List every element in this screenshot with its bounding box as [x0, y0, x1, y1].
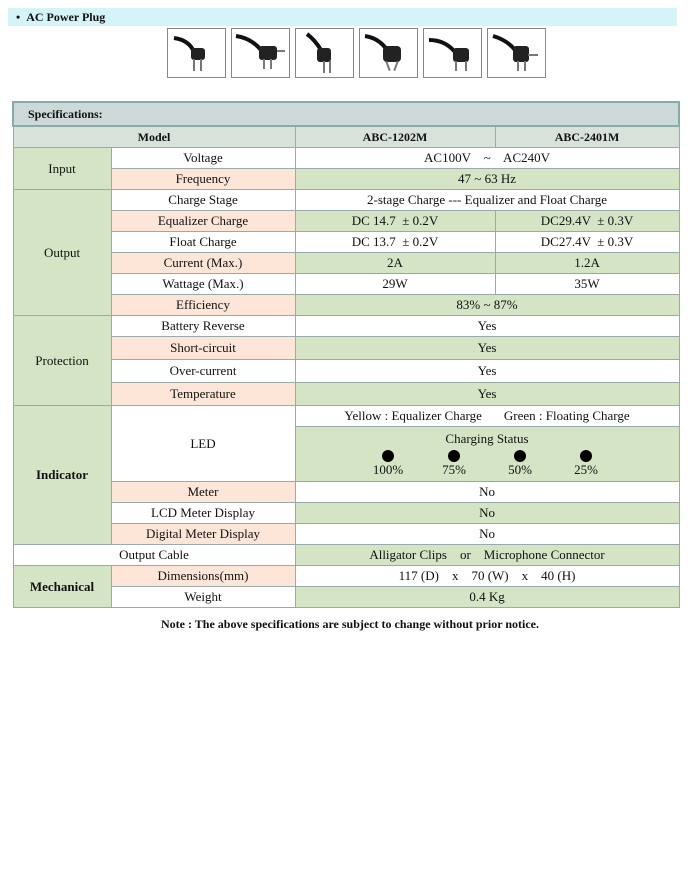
spec-header: Specifications: — [13, 102, 679, 126]
table-row — [13, 316, 679, 337]
over-current-value: Yes — [295, 360, 679, 383]
model-2: ABC-2401M — [495, 126, 679, 148]
euro-plug-icon — [167, 28, 226, 78]
uk-plug-icon — [231, 28, 290, 78]
led-level-100 — [364, 450, 412, 478]
led-level-label: 100% — [372, 462, 404, 477]
voltage-label: Voltage — [111, 148, 295, 169]
mechanical-group: Mechanical — [13, 566, 111, 608]
specifications-table — [12, 101, 680, 608]
table-row — [13, 295, 679, 316]
temperature-value: Yes — [295, 383, 679, 406]
current-label: Current (Max.) — [111, 253, 295, 274]
led-dot-icon — [514, 450, 526, 462]
protection-group: Protection — [13, 316, 111, 406]
table-row — [13, 587, 679, 608]
led-level-50 — [496, 450, 544, 478]
output-cable-label: Output Cable — [13, 545, 295, 566]
led-level-label: 50% — [508, 462, 532, 477]
battery-reverse-value: Yes — [295, 316, 679, 337]
led-dot-icon — [580, 450, 592, 462]
footnote: Note : The above specifications are subject to change without prior notice. — [161, 617, 539, 631]
current-value-1: 2A — [295, 253, 495, 274]
digital-label: Digital Meter Display — [111, 524, 295, 545]
led-level-label: 75% — [442, 462, 466, 477]
output-cable-value: Alligator Clips or Microphone Connector — [295, 545, 679, 566]
led-level-label: 25% — [574, 462, 598, 477]
bullet-icon: • — [16, 10, 21, 24]
led-colors — [295, 406, 679, 427]
australia-plug-icon — [359, 28, 418, 78]
table-row — [13, 190, 679, 211]
spec-header-row — [13, 102, 679, 126]
charging-status-cell — [295, 427, 679, 482]
led-green-text: Green : Floating Charge — [503, 408, 630, 423]
table-row — [13, 383, 679, 406]
meter-value: No — [295, 482, 679, 503]
meter-label: Meter — [111, 482, 295, 503]
table-row — [13, 566, 679, 587]
wattage-label: Wattage (Max.) — [111, 274, 295, 295]
float-value-2: DC27.4V ± 0.3V — [495, 232, 679, 253]
led-levels — [296, 450, 679, 478]
led-level-75 — [430, 450, 478, 478]
float-label: Float Charge — [111, 232, 295, 253]
input-group: Input — [13, 148, 111, 190]
battery-reverse-label: Battery Reverse — [111, 316, 295, 337]
efficiency-value: 83% ~ 87% — [295, 295, 679, 316]
led-dot-icon — [382, 450, 394, 462]
charging-status-title: Charging Status — [445, 431, 529, 446]
lcd-label: LCD Meter Display — [111, 503, 295, 524]
table-row — [13, 524, 679, 545]
plug-image-row — [167, 28, 546, 78]
lcd-value: No — [295, 503, 679, 524]
dimensions-label: Dimensions(mm) — [111, 566, 295, 587]
float-value-1: DC 13.7 ± 0.2V — [295, 232, 495, 253]
temperature-label: Temperature — [111, 383, 295, 406]
wattage-value-2: 35W — [495, 274, 679, 295]
over-current-label: Over-current — [111, 360, 295, 383]
model-row — [13, 126, 679, 148]
led-level-25 — [562, 450, 610, 478]
output-group: Output — [13, 190, 111, 316]
equalizer-value-2: DC29.4V ± 0.3V — [495, 211, 679, 232]
ac-power-plug-heading — [8, 8, 677, 26]
efficiency-label: Efficiency — [111, 295, 295, 316]
table-row — [13, 503, 679, 524]
china-plug-icon — [423, 28, 482, 78]
frequency-label: Frequency — [111, 169, 295, 190]
us-plug-icon — [295, 28, 354, 78]
model-label: Model — [13, 126, 295, 148]
table-row — [13, 148, 679, 169]
table-row — [13, 169, 679, 190]
led-label: LED — [111, 406, 295, 482]
led-yellow-text: Yellow : Equalizer Charge — [344, 408, 482, 423]
table-row — [13, 482, 679, 503]
wattage-value-1: 29W — [295, 274, 495, 295]
ac-power-plug-title: AC Power Plug — [26, 10, 106, 24]
digital-value: No — [295, 524, 679, 545]
equalizer-value-1: DC 14.7 ± 0.2V — [295, 211, 495, 232]
model-1: ABC-1202M — [295, 126, 495, 148]
weight-label: Weight — [111, 587, 295, 608]
short-circuit-value: Yes — [295, 337, 679, 360]
table-row — [13, 406, 679, 427]
charge-stage-label: Charge Stage — [111, 190, 295, 211]
charge-stage-value: 2-stage Charge --- Equalizer and Float Charge — [295, 190, 679, 211]
table-row — [13, 360, 679, 383]
table-row — [13, 274, 679, 295]
us-3pin-plug-icon — [487, 28, 546, 78]
dimensions-value: 117 (D) x 70 (W) x 40 (H) — [295, 566, 679, 587]
frequency-value: 47 ~ 63 Hz — [295, 169, 679, 190]
table-row — [13, 211, 679, 232]
weight-value: 0.4 Kg — [295, 587, 679, 608]
table-row — [13, 545, 679, 566]
led-dot-icon — [448, 450, 460, 462]
indicator-group: Indicator — [13, 406, 111, 545]
table-row — [13, 337, 679, 360]
current-value-2: 1.2A — [495, 253, 679, 274]
short-circuit-label: Short-circuit — [111, 337, 295, 360]
table-row — [13, 232, 679, 253]
voltage-value: AC100V ~ AC240V — [295, 148, 679, 169]
equalizer-label: Equalizer Charge — [111, 211, 295, 232]
table-row — [13, 253, 679, 274]
